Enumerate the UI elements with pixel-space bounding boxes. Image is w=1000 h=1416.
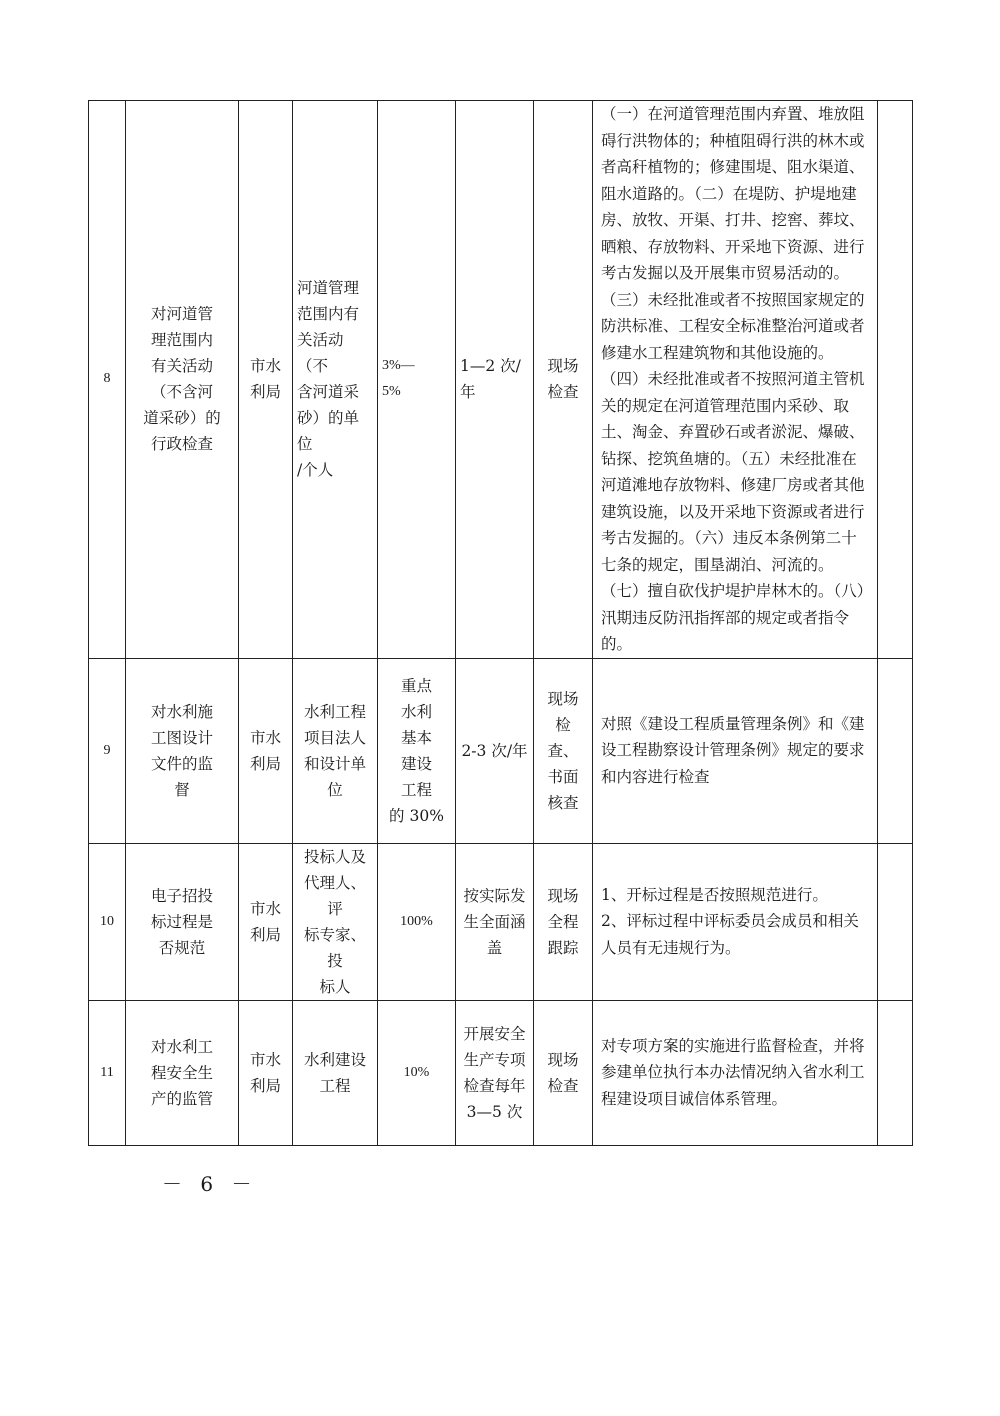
inspection-target: 水利工程 项目法人 和设计单 位 (293, 658, 378, 843)
row-number: 10 (89, 843, 126, 1000)
inspection-target: 河道管理 范围内有 关活动（不 含河道采 砂）的单位 /个人 (293, 101, 378, 659)
frequency: 开展安全 生产专项 检查每年 3—5 次 (456, 1000, 534, 1145)
method: 现场 检 查、 书面 核查 (534, 658, 593, 843)
inspection-content: （一）在河道管理范围内弃置、堆放阻碍行洪物体的；种植阻碍行洪的林木或者高秆植物的；修建围堤、阻水渠道、阻水道路的。（二）在堤防、护堤地建房、放牧、开渠、打井、挖窖、葬坟、晒粮、存放物料、开采地下资源、进行考古发掘以及开展集市贸易活动的。 （三）未经批准或者不按照国家规定的防洪标准、工程安全标准整治河道或者修建水工程建筑物和其他设施的。 （四）未经批准或者不按照河道主管机关的规定在河道管理范围内采砂、取土、淘金、弃置砂石或者淤泥、爆破、钻探、挖筑鱼塘的。（五）未经批准在河道滩地存放物料、修建厂房或者其他建筑设施，以及开采地下资源或者进行考古发掘的。（六）违反本条例第二十七条的规定，围垦湖泊、河流的。 （七）擅自砍伐护堤护岸林木的。（八）汛期违反防汛指挥部的规定或者指令的。 (593, 101, 878, 659)
row-number: 9 (89, 658, 126, 843)
department: 市水 利局 (239, 658, 293, 843)
method: 现场 全程 跟踪 (534, 843, 593, 1000)
inspection-table (88, 100, 913, 1146)
department: 市水 利局 (239, 101, 293, 659)
table-row (89, 658, 913, 843)
inspection-item: 对水利工 程安全生 产的监管 (126, 1000, 239, 1145)
frequency: 按实际发 生全面涵 盖 (456, 843, 534, 1000)
ratio: 100% (378, 843, 456, 1000)
table-row (89, 1000, 913, 1145)
row-number: 8 (89, 101, 126, 659)
ratio: 重点 水利 基本 建设 工程 的 30% (378, 658, 456, 843)
department: 市水 利局 (239, 1000, 293, 1145)
table-row (89, 101, 913, 659)
remarks (878, 843, 913, 1000)
ratio: 3%— 5% (378, 101, 456, 659)
inspection-target: 水利建设 工程 (293, 1000, 378, 1145)
inspection-target: 投标人及 代理人、评 标专家、投 标人 (293, 843, 378, 1000)
remarks (878, 1000, 913, 1145)
department: 市水 利局 (239, 843, 293, 1000)
remarks (878, 658, 913, 843)
inspection-item: 对水利施 工图设计 文件的监 督 (126, 658, 239, 843)
row-number: 11 (89, 1000, 126, 1145)
table-row (89, 843, 913, 1000)
method: 现场 检查 (534, 1000, 593, 1145)
method: 现场 检查 (534, 101, 593, 659)
frequency: 1—2 次/ 年 (456, 101, 534, 659)
inspection-content: 对专项方案的实施进行监督检查，并将参建单位执行本办法情况纳入省水利工程建设项目诚信体系管理。 (593, 1000, 878, 1145)
inspection-item: 对河道管 理范围内 有关活动 （不含河 道采砂）的 行政检查 (126, 101, 239, 659)
inspection-content: 1、开标过程是否按照规范进行。 2、评标过程中评标委员会成员和相关人员有无违规行为。 (593, 843, 878, 1000)
inspection-item: 电子招投 标过程是 否规范 (126, 843, 239, 1000)
inspection-content: 对照《建设工程质量管理条例》和《建设工程勘察设计管理条例》规定的要求和内容进行检查 (593, 658, 878, 843)
frequency: 2-3 次/年 (456, 658, 534, 843)
ratio: 10% (378, 1000, 456, 1145)
remarks (878, 101, 913, 659)
page-number: － 6 － (162, 1172, 258, 1196)
